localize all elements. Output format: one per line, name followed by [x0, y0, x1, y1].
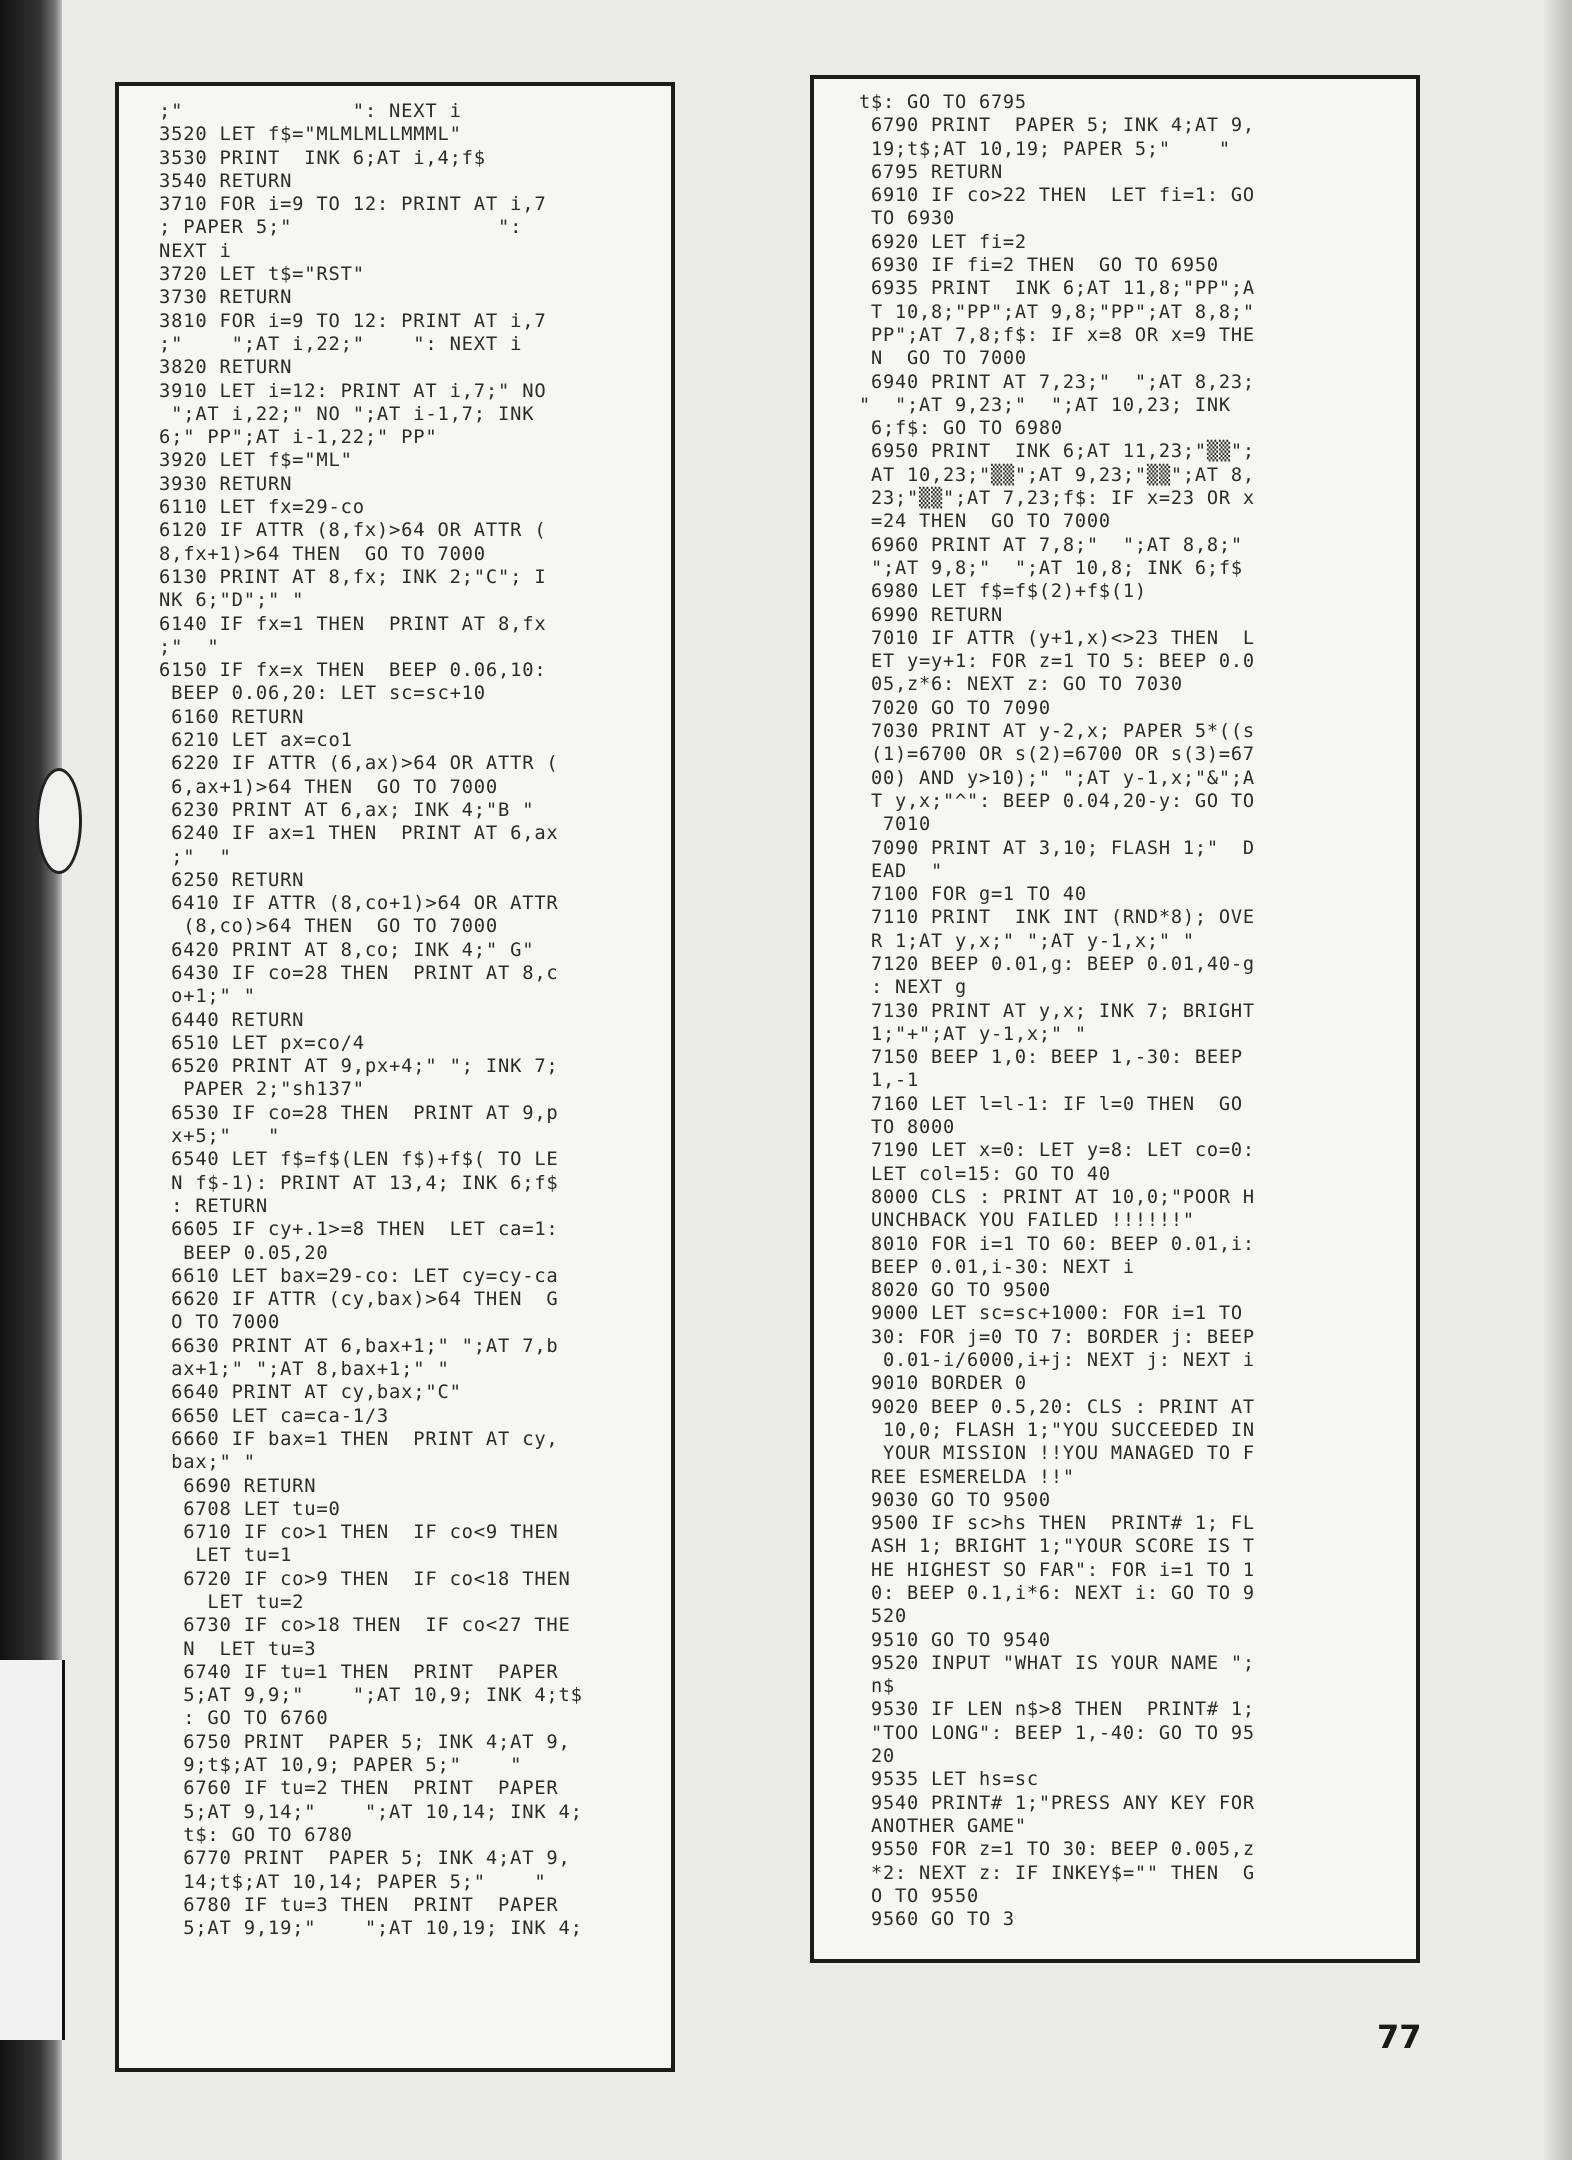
code-line: 6950 PRINT INK 6;AT 11,23;"▒▒";: [859, 441, 1255, 463]
code-line: 7160 LET l=l-1: IF l=0 THEN GO: [859, 1093, 1243, 1115]
code-line: "TOO LONG": BEEP 1,-40: GO TO 95: [859, 1722, 1255, 1744]
code-line: 6510 LET px=co/4: [159, 1032, 365, 1054]
code-line: 6690 RETURN: [159, 1475, 317, 1497]
code-line: 6110 LET fx=29-co: [159, 497, 365, 519]
code-line: 19;t$;AT 10,19; PAPER 5;" ": [859, 138, 1231, 160]
code-line: TO 6930: [859, 208, 955, 230]
code-line: TO 8000: [859, 1117, 955, 1139]
code-line: (8,co)>64 THEN GO TO 7000: [159, 916, 499, 938]
code-line: 3720 LET t$="RST": [159, 264, 365, 286]
code-line: LET col=15: GO TO 40: [859, 1163, 1111, 1185]
code-line: ; PAPER 5;" ":: [159, 217, 523, 239]
code-line: (1)=6700 OR s(2)=6700 OR s(3)=67: [859, 744, 1255, 766]
code-line: 9535 LET hs=sc: [859, 1769, 1039, 1791]
code-line: 10,0; FLASH 1;"YOU SUCCEEDED IN: [859, 1419, 1255, 1441]
code-line: x+5;" ": [159, 1126, 281, 1148]
code-line: 3920 LET f$="ML": [159, 450, 353, 472]
code-line: BEEP 0.05,20: [159, 1242, 329, 1264]
code-line: 0.01-i/6000,i+j: NEXT j: NEXT i: [859, 1350, 1255, 1372]
code-line: : NEXT g: [859, 977, 967, 999]
code-line: BEEP 0.01,i-30: NEXT i: [859, 1256, 1135, 1278]
code-line: NEXT i: [159, 240, 232, 262]
code-line: 6795 RETURN: [859, 161, 1003, 183]
code-line: 5;AT 9,9;" ";AT 10,9; INK 4;t$: [159, 1685, 583, 1707]
code-line: 7090 PRINT AT 3,10; FLASH 1;" D: [859, 837, 1255, 859]
code-line: 9530 IF LEN n$>8 THEN PRINT# 1;: [859, 1699, 1255, 1721]
code-line: ";AT 9,8;" ";AT 10,8; INK 6;f$: [859, 557, 1243, 579]
code-line: " ";AT 9,23;" ";AT 10,23; INK: [859, 394, 1231, 416]
code-line: 3730 RETURN: [159, 287, 293, 309]
code-line: O TO 9550: [859, 1885, 979, 1907]
code-line: *2: NEXT z: IF INKEY$="" THEN G: [859, 1862, 1255, 1884]
code-line: 6980 LET f$=f$(2)+f$(1): [859, 581, 1147, 603]
code-line: 6440 RETURN: [159, 1009, 305, 1031]
code-line: 7120 BEEP 0.01,g: BEEP 0.01,40-g: [859, 953, 1255, 975]
code-line: 6120 IF ATTR (8,fx)>64 OR ATTR (: [159, 520, 547, 542]
code-line: 6730 IF co>18 THEN IF co<27 THE: [159, 1615, 571, 1637]
code-line: 8,fx+1)>64 THEN GO TO 7000: [159, 543, 486, 565]
code-line: 3530 PRINT INK 6;AT i,4;f$: [159, 147, 486, 169]
code-line: 6430 IF co=28 THEN PRINT AT 8,c: [159, 962, 559, 984]
code-line: 6910 IF co>22 THEN LET fi=1: GO: [859, 185, 1255, 207]
code-line: NK 6;"D";" ": [159, 590, 305, 612]
code-line: PP";AT 7,8;f$: IF x=8 OR x=9 THE: [859, 324, 1255, 346]
code-line: 3520 LET f$="MLMLMLLMMML": [159, 124, 462, 146]
code-line: 6740 IF tu=1 THEN PRINT PAPER: [159, 1661, 559, 1683]
code-line: ET y=y+1: FOR z=1 TO 5: BEEP 0.0: [859, 651, 1255, 673]
code-line: 520: [859, 1606, 907, 1628]
code-line: ;" ": [159, 846, 232, 868]
code-line: 6;" PP";AT i-1,22;" PP": [159, 427, 438, 449]
code-line: 1,-1: [859, 1070, 919, 1092]
code-line: 6620 IF ATTR (cy,bax)>64 THEN G: [159, 1289, 559, 1311]
code-line: 6160 RETURN: [159, 706, 305, 728]
code-line: 6420 PRINT AT 8,co; INK 4;" G": [159, 939, 535, 961]
code-line: ";AT i,22;" NO ";AT i-1,7; INK: [159, 403, 535, 425]
code-line: =24 THEN GO TO 7000: [859, 511, 1111, 533]
code-line: 6240 IF ax=1 THEN PRINT AT 6,ax: [159, 823, 559, 845]
code-line: : RETURN: [159, 1195, 268, 1217]
code-line: 6220 IF ATTR (6,ax)>64 OR ATTR (: [159, 753, 559, 775]
code-line: 6720 IF co>9 THEN IF co<18 THEN: [159, 1568, 571, 1590]
code-line: 8010 FOR i=1 TO 60: BEEP 0.01,i:: [859, 1233, 1255, 1255]
code-line: o+1;" ": [159, 986, 256, 1008]
code-line: 0: BEEP 0.1,i*6: NEXT i: GO TO 9: [859, 1583, 1255, 1604]
code-line: 9560 GO TO 3: [859, 1909, 1015, 1931]
code-line: LET tu=1: [159, 1545, 293, 1567]
code-line: AT 10,23;"▒▒";AT 9,23;"▒▒";AT 8,: [859, 464, 1255, 486]
code-line: 9030 GO TO 9500: [859, 1489, 1051, 1511]
code-line: 30: FOR j=0 TO 7: BORDER j: BEEP: [859, 1326, 1255, 1348]
code-line: 6770 PRINT PAPER 5; INK 4;AT 9,: [159, 1848, 571, 1870]
code-line: 7020 GO TO 7090: [859, 697, 1051, 719]
code-line: 6960 PRINT AT 7,8;" ";AT 8,8;": [859, 534, 1243, 556]
code-line: 8020 GO TO 9500: [859, 1280, 1051, 1302]
code-line: 00) AND y>10);" ";AT y-1,x;"&";A: [859, 767, 1255, 789]
code-line: 6605 IF cy+.1>=8 THEN LET ca=1:: [159, 1219, 559, 1241]
code-line: LET tu=2: [159, 1592, 305, 1613]
code-line: t$: GO TO 6780: [159, 1824, 353, 1846]
code-line: 6;f$: GO TO 6980: [859, 418, 1063, 440]
code-listing-left: [115, 82, 675, 2072]
code-line: 6530 IF co=28 THEN PRINT AT 9,p: [159, 1102, 559, 1124]
code-line: ;" ": NEXT i: [159, 101, 462, 122]
code-line: 7110 PRINT INK INT (RND*8); OVE: [859, 907, 1255, 929]
code-line: BEEP 0.06,20: LET sc=sc+10: [159, 683, 486, 705]
code-line: 05,z*6: NEXT z: GO TO 7030: [859, 674, 1183, 696]
code-line: 6250 RETURN: [159, 869, 305, 891]
code-line: t$: GO TO 6795: [859, 92, 1027, 113]
code-line: HE HIGHEST SO FAR": FOR i=1 TO 1: [859, 1559, 1255, 1581]
code-line: 6610 LET bax=29-co: LET cy=cy-ca: [159, 1265, 559, 1287]
code-line: 5;AT 9,19;" ";AT 10,19; INK 4;: [159, 1918, 583, 1940]
code-line: 3910 LET i=12: PRINT AT i,7;" NO: [159, 380, 547, 402]
code-line: 6640 PRINT AT cy,bax;"C": [159, 1382, 462, 1404]
code-line: T y,x;"^": BEEP 0.04,20-y: GO TO: [859, 790, 1255, 812]
code-line: 6230 PRINT AT 6,ax; INK 4;"B ": [159, 799, 535, 821]
code-line: 3710 FOR i=9 TO 12: PRINT AT i,7: [159, 194, 547, 216]
code-line: 6760 IF tu=2 THEN PRINT PAPER: [159, 1778, 559, 1800]
code-line: 8000 CLS : PRINT AT 10,0;"POOR H: [859, 1186, 1255, 1208]
code-line: R 1;AT y,x;" ";AT y-1,x;" ": [859, 930, 1195, 952]
code-line: 6750 PRINT PAPER 5; INK 4;AT 9,: [159, 1731, 571, 1753]
code-line: 6708 LET tu=0: [159, 1498, 341, 1520]
code-line: 14;t$;AT 10,14; PAPER 5;" ": [159, 1871, 547, 1893]
code-line: 6930 IF fi=2 THEN GO TO 6950: [859, 255, 1219, 277]
code-line: 3930 RETURN: [159, 473, 293, 495]
code-line: ;" ";AT i,22;" ": NEXT i: [159, 333, 523, 355]
code-line: 6920 LET fi=2: [859, 231, 1027, 253]
code-line: 7030 PRINT AT y-2,x; PAPER 5*((s: [859, 721, 1255, 743]
code-line: 6520 PRINT AT 9,px+4;" "; INK 7;: [159, 1056, 559, 1078]
code-line: 6150 IF fx=x THEN BEEP 0.06,10:: [159, 660, 547, 682]
code-line: 23;"▒▒";AT 7,23;f$: IF x=23 OR x: [859, 488, 1255, 510]
code-line: ax+1;" ";AT 8,bax+1;" ": [159, 1359, 450, 1381]
code-line: N GO TO 7000: [859, 348, 1027, 370]
code-line: 3540 RETURN: [159, 170, 293, 192]
code-line: ANOTHER GAME": [859, 1815, 1027, 1837]
code-line: 6140 IF fx=1 THEN PRINT AT 8,fx: [159, 613, 547, 635]
code-line: 6790 PRINT PAPER 5; INK 4;AT 9,: [859, 115, 1255, 137]
code-line: 7150 BEEP 1,0: BEEP 1,-30: BEEP: [859, 1047, 1243, 1069]
code-line: 3820 RETURN: [159, 357, 293, 379]
code-line: 6540 LET f$=f$(LEN f$)+f$( TO LE: [159, 1149, 559, 1171]
code-line: 6,ax+1)>64 THEN GO TO 7000: [159, 776, 499, 798]
binding-tab: [0, 1660, 65, 2040]
code-line: T 10,8;"PP";AT 9,8;"PP";AT 8,8;": [859, 301, 1255, 323]
code-listing-right: [810, 75, 1420, 1963]
code-line: 7190 LET x=0: LET y=8: LET co=0:: [859, 1140, 1255, 1162]
code-line: 6780 IF tu=3 THEN PRINT PAPER: [159, 1894, 559, 1916]
code-line: 9550 FOR z=1 TO 30: BEEP 0.005,z: [859, 1839, 1255, 1861]
code-line: 6650 LET ca=ca-1/3: [159, 1405, 390, 1427]
code-line: 6710 IF co>1 THEN IF co<9 THEN: [159, 1522, 559, 1544]
page-number: 77: [1377, 2018, 1422, 2056]
binder-hole: [36, 768, 82, 874]
code-line: 6990 RETURN: [859, 604, 1003, 626]
code-line: EAD ": [859, 860, 943, 882]
code-line: 9000 LET sc=sc+1000: FOR i=1 TO: [859, 1303, 1243, 1325]
code-line: REE ESMERELDA !!": [859, 1466, 1075, 1488]
code-line: O TO 7000: [159, 1312, 281, 1334]
code-line: 1;"+";AT y-1,x;" ": [859, 1023, 1087, 1045]
code-line: 6210 LET ax=co1: [159, 730, 353, 752]
code-line: 6660 IF bax=1 THEN PRINT AT cy,: [159, 1428, 559, 1450]
code-line: 9500 IF sc>hs THEN PRINT# 1; FL: [859, 1513, 1255, 1535]
code-line: N f$-1): PRINT AT 13,4; INK 6;f$: [159, 1172, 559, 1194]
code-line: 7130 PRINT AT y,x; INK 7; BRIGHT: [859, 1000, 1255, 1022]
code-line: 6410 IF ATTR (8,co+1)>64 OR ATTR: [159, 893, 559, 915]
code-line: 7010 IF ATTR (y+1,x)<>23 THEN L: [859, 627, 1255, 649]
page-edge: [1544, 0, 1572, 2160]
code-line: n$: [859, 1676, 895, 1698]
code-line: 9;t$;AT 10,9; PAPER 5;" ": [159, 1755, 523, 1777]
code-line: ;" ": [159, 636, 220, 658]
code-line: 6130 PRINT AT 8,fx; INK 2;"C"; I: [159, 566, 547, 588]
code-line: YOUR MISSION !!YOU MANAGED TO F: [859, 1443, 1255, 1465]
code-line: ASH 1; BRIGHT 1;"YOUR SCORE IS T: [859, 1536, 1255, 1558]
code-line: 7100 FOR g=1 TO 40: [859, 884, 1087, 906]
code-line: 3810 FOR i=9 TO 12: PRINT AT i,7: [159, 310, 547, 332]
code-line: 6630 PRINT AT 6,bax+1;" ";AT 7,b: [159, 1335, 559, 1357]
code-line: bax;" ": [159, 1452, 256, 1474]
code-line: 20: [859, 1746, 895, 1768]
code-line: 7010: [859, 814, 931, 836]
code-line: 9520 INPUT "WHAT IS YOUR NAME ";: [859, 1652, 1255, 1674]
code-line: PAPER 2;"sh137": [159, 1079, 365, 1101]
code-line: N LET tu=3: [159, 1638, 317, 1660]
code-line: 6940 PRINT AT 7,23;" ";AT 8,23;: [859, 371, 1255, 393]
code-line: 5;AT 9,14;" ";AT 10,14; INK 4;: [159, 1801, 583, 1823]
code-line: UNCHBACK YOU FAILED !!!!!!": [859, 1210, 1195, 1232]
code-line: 9020 BEEP 0.5,20: CLS : PRINT AT: [859, 1396, 1255, 1418]
code-line: : GO TO 6760: [159, 1708, 329, 1730]
code-line: 6935 PRINT INK 6;AT 11,8;"PP";A: [859, 278, 1255, 300]
code-line: 9010 BORDER 0: [859, 1373, 1027, 1395]
code-line: 9540 PRINT# 1;"PRESS ANY KEY FOR: [859, 1792, 1255, 1814]
code-line: 9510 GO TO 9540: [859, 1629, 1051, 1651]
